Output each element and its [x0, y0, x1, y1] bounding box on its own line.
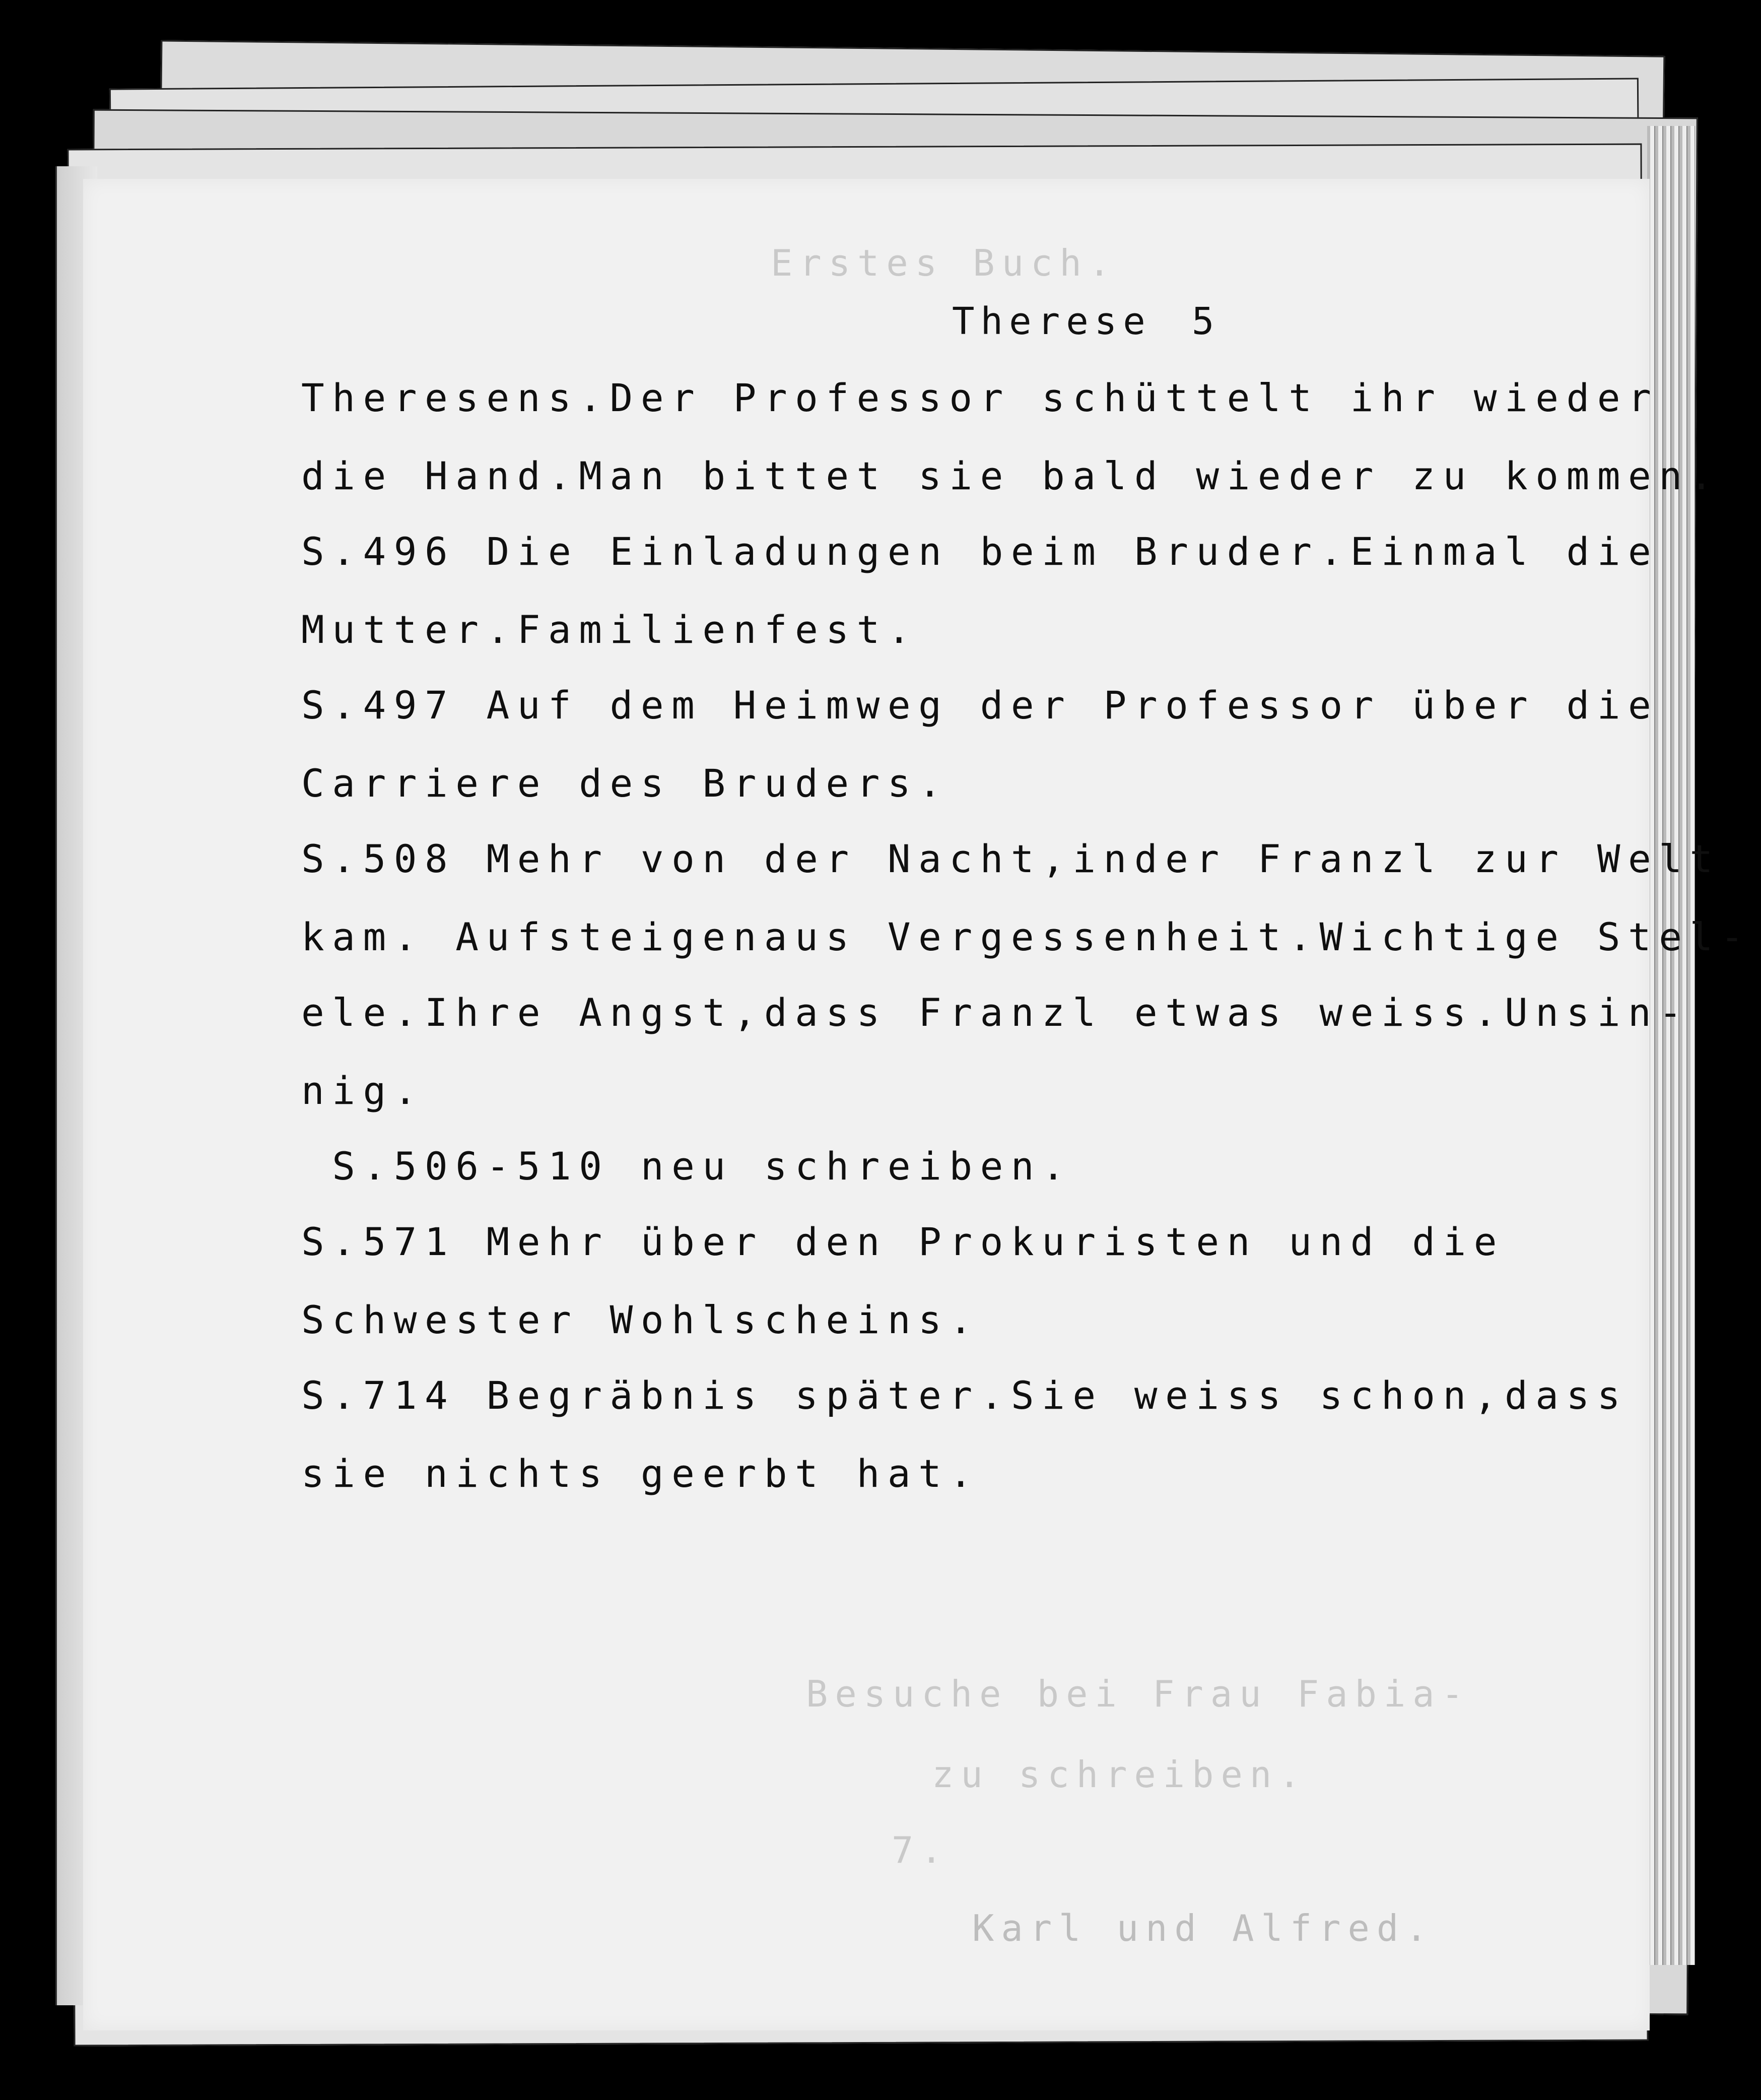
show-through-text: zu schreiben.: [932, 1753, 1308, 1796]
text-line: Mutter.Familienfest.: [301, 607, 919, 652]
text-line: S.506-510 neu schreiben.: [301, 1144, 1073, 1189]
text-line: S.497 Auf dem Heimweg der Professor über die: [301, 683, 1659, 728]
page-header: [952, 300, 1220, 343]
text-line: S.571 Mehr über den Prokuristen und die: [301, 1219, 1505, 1264]
text-line: Theresens.Der Professor schüttelt ihr wieder: [301, 375, 1659, 420]
text-line: S.714 Begräbnis später.Sie weiss schon,dass: [301, 1373, 1629, 1418]
show-through-text: 7.: [892, 1829, 950, 1871]
text-line: die Hand.Man bittet sie bald wieder zu kommen.: [301, 453, 1721, 498]
text-line: Schwester Wohlscheins.: [301, 1297, 980, 1342]
text-line: S.508 Mehr von der Nacht,inder Franzl zur Welt: [301, 836, 1721, 881]
text-line: kam. Aufsteigenaus Vergessenheit.Wichtige Stel-: [301, 914, 1752, 959]
text-line: ele.Ihre Angst,dass Franzl etwas weiss.Unsin-: [301, 990, 1690, 1035]
text-line: S.496 Die Einladungen beim Bruder.Einmal die: [301, 529, 1659, 574]
text-line: sie nichts geerbt hat.: [301, 1451, 980, 1496]
text-line: Carriere des Bruders.: [301, 761, 950, 806]
page-number: 5: [1191, 300, 1221, 343]
show-through-text: Erstes Buch.: [771, 242, 1118, 284]
show-through-text: Karl und Alfred.: [972, 1907, 1435, 1949]
header-title: Therese: [952, 300, 1152, 343]
show-through-text: Besuche bei Frau Fabia-: [806, 1673, 1470, 1715]
text-line: nig.: [301, 1068, 425, 1113]
